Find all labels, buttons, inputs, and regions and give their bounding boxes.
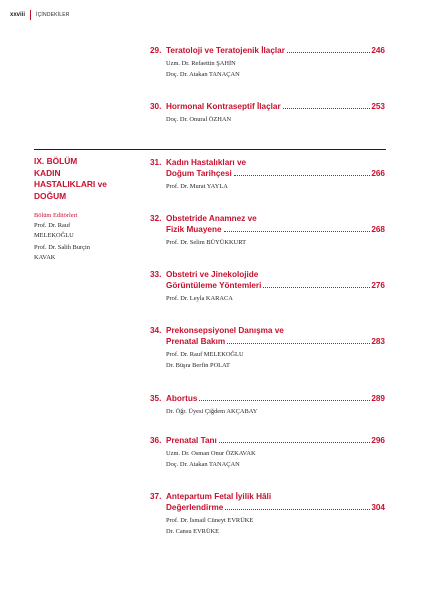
author: Doç. Dr. Atakan TANAÇAN (166, 460, 240, 468)
section-title-line: DOĞUM (34, 190, 67, 201)
section-title (34, 156, 134, 202)
chapter-number: 31. (150, 158, 162, 167)
chapter-title: Abortus (166, 394, 198, 403)
chapter-authors (166, 294, 385, 305)
dot-leader (224, 231, 371, 232)
toc-entry-31 (150, 157, 385, 193)
author: Uzm. Dr. Refaettin ŞAHİN (166, 60, 236, 67)
editor-line: MELEKOĞLU (34, 232, 74, 239)
section-editors-label: Bölüm Editörleri (34, 212, 78, 219)
chapter-title: Hormonal Kontraseptif İlaçlar (166, 102, 281, 111)
toc-entry-35 (150, 393, 385, 418)
section-editor (34, 221, 134, 241)
chapter-number: 29. (150, 46, 162, 55)
dot-leader (199, 400, 370, 401)
chapter-page: 266 (371, 169, 385, 178)
header-title: İÇİNDEKİLER (36, 12, 70, 18)
chapter-number: 34. (150, 326, 162, 335)
toc-entry-37 (150, 491, 385, 537)
chapter-page: 304 (371, 503, 385, 512)
chapter-number: 35. (150, 394, 162, 403)
section-editor (34, 243, 134, 263)
page-number: xxviii (10, 12, 26, 18)
chapter-number: 33. (150, 270, 162, 279)
chapter-authors (166, 238, 385, 249)
dot-leader (219, 442, 371, 443)
chapter-authors (166, 182, 385, 193)
dot-leader (283, 108, 371, 109)
author: Dr. Öğr. Üyesi Çiğdem AKÇABAY (166, 408, 258, 415)
author: Prof. Dr. Murat YAYLA (166, 183, 228, 190)
chapter-title: Obstetride Anamnez ve (166, 214, 257, 223)
author: Doç. Dr. Onural ÖZHAN (166, 116, 232, 123)
section-divider (34, 149, 386, 150)
chapter-number: 30. (150, 102, 162, 111)
chapter-page: 289 (371, 394, 385, 403)
author: Prof. Dr. Selim BÜYÜKKURT (166, 239, 247, 246)
toc-entry-29 (150, 45, 385, 80)
dot-leader (234, 175, 371, 176)
chapter-authors (166, 115, 385, 126)
section-title-line: HASTALIKLARI ve (34, 179, 107, 189)
chapter-number: 36. (150, 436, 162, 445)
chapter-page: 268 (371, 225, 385, 234)
chapter-page: 296 (371, 436, 385, 445)
chapter-authors (166, 407, 385, 418)
author: Prof. Dr. Leyla KARACA (166, 295, 233, 302)
section-title-line: KADIN (34, 167, 61, 178)
dot-leader (225, 509, 370, 510)
chapter-page: 246 (371, 46, 385, 55)
chapter-number: 37. (150, 492, 162, 501)
chapter-authors (166, 449, 385, 470)
chapter-page: 283 (371, 337, 385, 346)
dot-leader (287, 52, 370, 53)
toc-entry-33 (150, 269, 385, 305)
author: Dr. Büşra Berfin POLAT (166, 361, 230, 369)
section-title-line: IX. BÖLÜM (34, 156, 78, 166)
section-block (34, 156, 134, 265)
toc-entry-32 (150, 213, 385, 249)
chapter-title-cont: Fizik Muayene (166, 225, 222, 234)
toc-entry-30 (150, 101, 385, 126)
chapter-authors (166, 350, 385, 371)
running-header (10, 8, 70, 22)
author: Doç. Dr. Atakan TANAÇAN (166, 70, 240, 78)
chapter-title: Prekonsepsiyonel Danışma ve (166, 326, 284, 335)
chapter-number: 32. (150, 214, 162, 223)
chapter-title: Antepartum Fetal İyilik Hâli (166, 492, 272, 501)
editor-line: Prof. Dr. Rauf (34, 222, 71, 229)
dot-leader (227, 343, 370, 344)
editor-line: Prof. Dr. Salih Burçin (34, 244, 90, 251)
author: Uzm. Dr. Osman Onur ÖZKAVAK (166, 450, 256, 457)
chapter-authors (166, 516, 385, 537)
author: Dr. Cansu EVRÜKE (166, 527, 220, 535)
chapter-title: Prenatal Tanı (166, 436, 217, 445)
chapter-title-cont: Görüntüleme Yöntemleri (166, 281, 262, 290)
dot-leader (263, 287, 370, 288)
author: Prof. Dr. İsmail Cüneyt EVRÜKE (166, 517, 254, 524)
author: Prof. Dr. Rauf MELEKOĞLU (166, 351, 244, 358)
chapter-title-cont: Prenatal Bakım (166, 337, 226, 346)
chapter-title: Kadın Hastalıkları ve (166, 158, 247, 167)
chapter-page: 276 (371, 281, 385, 290)
header-divider (30, 10, 31, 20)
chapter-title-cont: Değerlendirme (166, 503, 224, 512)
toc-entry-36 (150, 435, 385, 470)
chapter-title: Obstetri ve Jinekolojide (166, 270, 259, 279)
editor-line: KAVAK (34, 254, 56, 261)
chapter-authors (166, 59, 385, 80)
chapter-title: Teratoloji ve Teratojenik İlaçlar (166, 46, 285, 55)
chapter-page: 253 (371, 102, 385, 111)
toc-entry-34 (150, 325, 385, 371)
chapter-title-cont: Doğum Tarihçesi (166, 169, 232, 178)
